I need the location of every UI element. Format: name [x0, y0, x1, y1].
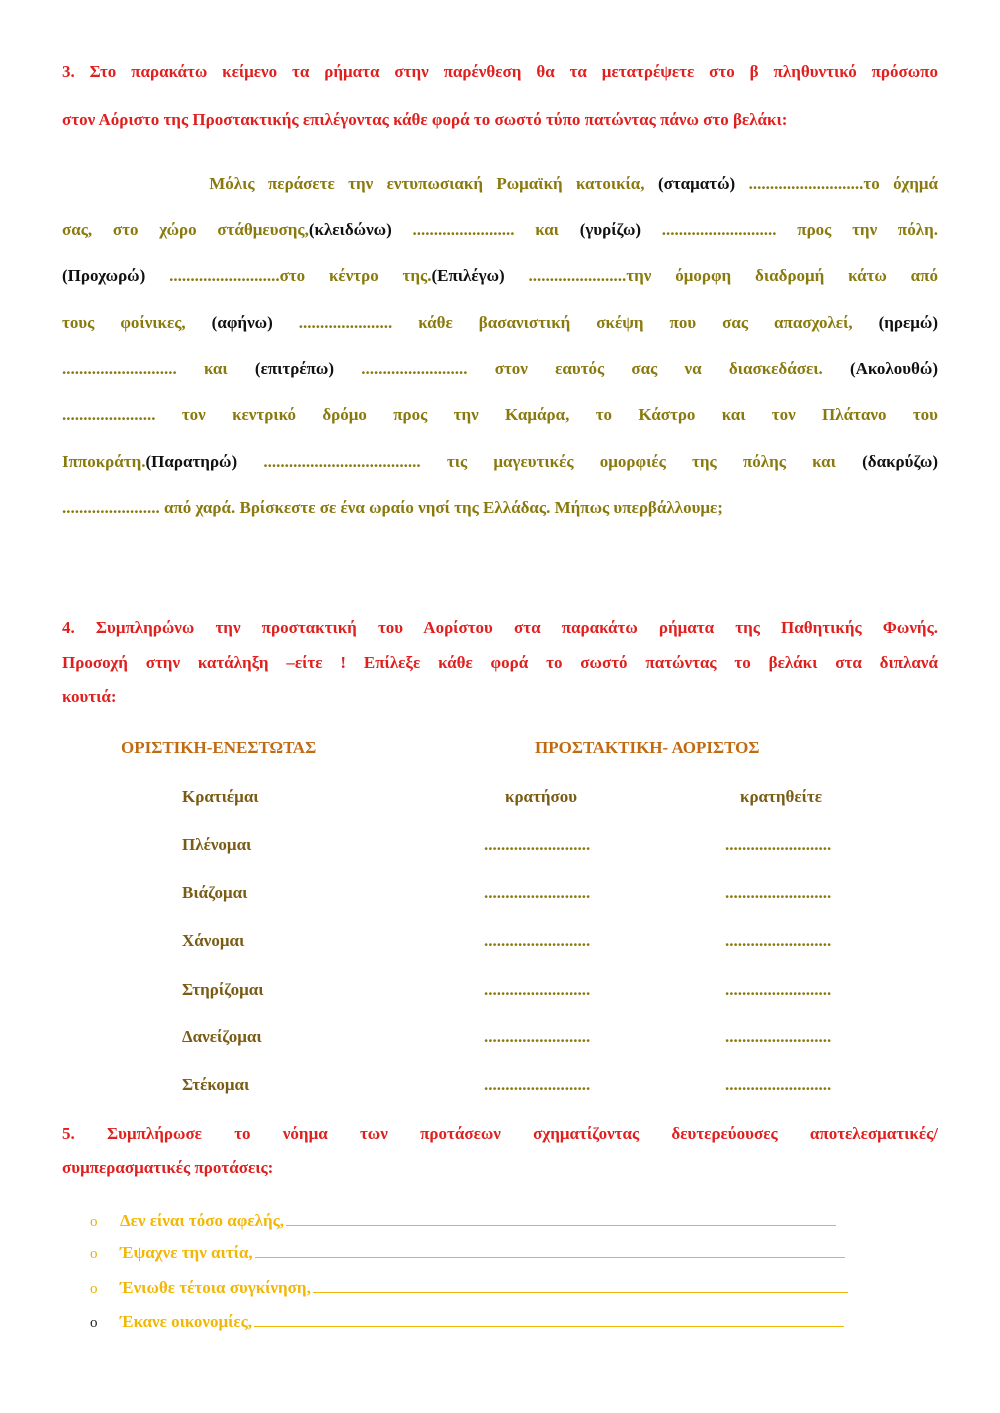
ex4-title-line2: Προσοχή στην κατάληξη –είτε ! Επίλεξε κάθε φορά το σωστό πατώντας το βελάκι στα διπλανά [62, 653, 938, 672]
verb-stamato: (σταματώ) [657, 174, 736, 193]
verb-kleidono: (κλειδώνω) [308, 220, 392, 239]
ex4-title-line3: κουτιά: [62, 687, 117, 706]
blank-singular[interactable]: ......................... [484, 1075, 591, 1094]
sentence-start: Ένιωθε τέτοια συγκίνηση, [120, 1278, 311, 1297]
sentence-start: Δεν είναι τόσο αφελής, [120, 1211, 285, 1230]
verb-row: Στηρίζομαι [182, 980, 264, 999]
blank[interactable]: ..................................... τις μαγευτικές ομορφιές της πόλης και [237, 452, 863, 471]
ex5-title-line2: συμπερασματικές προτάσεις: [62, 1158, 274, 1177]
answer-line[interactable] [313, 1276, 848, 1293]
blank-singular[interactable]: ......................... [484, 931, 591, 950]
verb-row: Χάνομαι [182, 931, 245, 950]
ex3-line-5 [62, 359, 938, 379]
blank-singular[interactable]: ......................... [484, 883, 591, 902]
sentence-start: Έψαχνε την αιτία, [120, 1243, 253, 1262]
bullet-icon: o [90, 1214, 98, 1230]
blank-singular[interactable]: ......................... [484, 1027, 591, 1046]
answer-line[interactable] [254, 1310, 844, 1327]
blank[interactable]: ...................... τον κεντρικό δρόμο προς την Καμάρα, το Κάστρο και τον Πλάτανο του [62, 405, 938, 424]
blank[interactable]: ...........................το όχημά [735, 174, 939, 193]
bullet-icon: o [90, 1246, 98, 1262]
verb-row: Πλένομαι [182, 835, 252, 854]
answer-line[interactable] [286, 1209, 836, 1226]
example-verb: Κρατιέμαι [182, 787, 259, 806]
blank[interactable]: ........................ και [391, 220, 580, 239]
verb-row: Δανείζομαι [182, 1027, 262, 1046]
ex3-title-line2: στον Αόριστο της Προστακτικής επιλέγοντας κάθε φορά το σωστό τύπο πατώντας πάνω στο βελάκι: [62, 110, 788, 129]
answer-line[interactable] [255, 1241, 845, 1258]
verb-proxoro: (Προχωρώ) [62, 266, 146, 285]
blank-plural[interactable]: ......................... [725, 1075, 832, 1094]
header-oristiki: ΟΡΙΣΤΙΚΗ-ΕΝΕΣΤΩΤΑΣ [121, 738, 317, 757]
list-item [90, 1241, 845, 1263]
blank-plural[interactable]: ......................... [725, 980, 832, 999]
ex3-line-4: τους φοίνικες, (αφήνω) ...................... κάθε βασανιστική σκέψη που σας απασχολεί, (ηρεμώ) [62, 313, 938, 332]
verb-iremo: (ηρεμώ) [878, 313, 938, 332]
list-item [90, 1276, 848, 1298]
verb-epitrepo: (επιτρέπω) [254, 359, 335, 378]
blank[interactable]: ......................... στον εαυτός σας να διασκεδάσει. [334, 359, 850, 378]
verb-akoloutho: (Ακολουθώ) [849, 359, 938, 378]
verb-row: Στέκομαι [182, 1075, 250, 1094]
ex4-title-line1: 4. Συμπληρώνω την προστακτική του Αορίστου στα παρακάτω ρήματα της Παθητικής Φωνής. [62, 618, 938, 637]
blank[interactable]: ........................... και [62, 359, 255, 378]
list-item [90, 1209, 836, 1231]
verb-paratiro: (Παρατηρώ) [145, 452, 238, 471]
blank[interactable]: ........................... προς την πόλη. [641, 220, 938, 239]
header-prostaktiki: ΠΡΟΣΤΑΚΤΙΚΗ- ΑΟΡΙΣΤΟΣ [535, 738, 760, 757]
verb-epilego: (Επιλέγω) [431, 266, 505, 285]
ex3-line-3 [62, 266, 938, 286]
ex5-title-line1: 5. Συμπλήρωσε το νόημα των προτάσεων σχηματίζοντας δευτερεύουσες αποτελεσματικές/ [62, 1124, 938, 1143]
blank[interactable]: ..........................στο κέντρο της. [145, 266, 432, 285]
ex3-line-2: σας, στο χώρο στάθμευσης,(κλειδώνω) ........................ και (γυρίζω) ........................... προς την πόλη. [62, 220, 938, 239]
blank-singular[interactable]: ......................... [484, 980, 591, 999]
ex3-line-1: Μόλις περάσετε την εντυπωσιακή Ρωμαϊκή κατοικία, (σταματώ) ...........................το όχημά [62, 174, 939, 193]
ex3-line-8 [62, 498, 938, 518]
ex3-line-7: Ιπποκράτη.(Παρατηρώ) ..................................... τις μαγευτικές ομορφιές της πόλης και (δακρύζω) [62, 452, 938, 471]
blank[interactable]: ...................... κάθε βασανιστική σκέψη που σας απασχολεί, [272, 313, 879, 332]
verb-row: Βιάζομαι [182, 883, 248, 902]
blank[interactable]: ....................... από χαρά. Βρίσκεστε σε ένα ωραίο νησί της Ελλάδας. Μήπως υπερβάλλουμε; [62, 498, 723, 517]
verb-dakryzo: (δακρύζω) [862, 452, 938, 471]
verb-gyrizo: (γυρίζω) [579, 220, 642, 239]
blank-plural[interactable]: ......................... [725, 931, 832, 950]
blank-plural[interactable]: ......................... [725, 883, 832, 902]
example-plural: κρατηθείτε [740, 787, 823, 806]
bullet-icon: o [90, 1315, 98, 1331]
list-item [90, 1310, 844, 1332]
ex3-line-6 [62, 405, 938, 425]
blank-plural[interactable]: ......................... [725, 1027, 832, 1046]
sentence-start: Έκανε οικονομίες, [120, 1312, 253, 1331]
blank[interactable]: .......................την όμορφη διαδρομή κάτω από [504, 266, 938, 285]
blank-plural[interactable]: ......................... [725, 835, 832, 854]
example-singular: κρατήσου [505, 787, 578, 806]
verb-afino: (αφήνω) [211, 313, 273, 332]
blank-singular[interactable]: ......................... [484, 835, 591, 854]
ex3-title-line1: 3. Στο παρακάτω κείμενο τα ρήματα στην παρένθεση θα τα μετατρέψετε στο β πληθυντικό πρόσωπο [62, 62, 938, 81]
bullet-icon: o [90, 1281, 98, 1297]
